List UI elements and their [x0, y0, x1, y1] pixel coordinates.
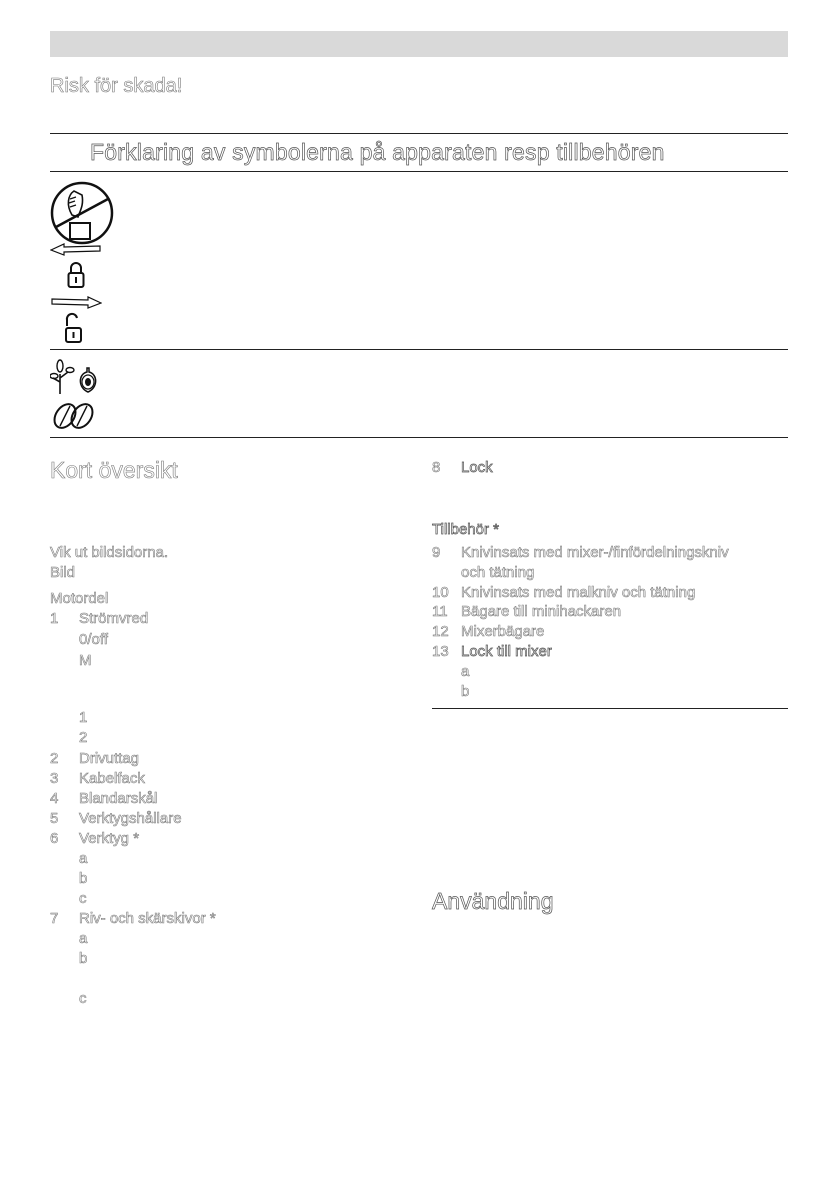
item-label: Bägare till minihackaren	[461, 603, 622, 620]
item-number: 3	[50, 770, 59, 787]
item-label: Mixerbägare	[461, 623, 545, 640]
herbs-onion-icon	[50, 358, 102, 396]
lock-closed-icon	[67, 261, 85, 289]
item-number: 9	[432, 544, 441, 561]
item-sub: 1	[79, 709, 88, 726]
item-label: Riv- och skärskivor *	[79, 910, 216, 927]
item-label: Lock till mixer	[461, 643, 552, 660]
item-number: 8	[432, 459, 441, 476]
item-number: 7	[50, 910, 59, 927]
item-number: 6	[50, 830, 59, 847]
item-number: 11	[432, 603, 448, 620]
item-number: 1	[50, 610, 59, 627]
item-label: Drivuttag	[79, 750, 140, 767]
item-label: Verktyg *	[79, 830, 140, 847]
item-sub: b	[461, 683, 470, 700]
no-hand-in-container-icon	[50, 181, 114, 245]
divider	[432, 708, 788, 709]
item-label: Kabelfack	[79, 770, 145, 787]
divider	[50, 133, 788, 134]
arrow-left-icon	[50, 242, 102, 256]
picture-label: Bild	[50, 564, 76, 581]
divider	[50, 437, 788, 438]
divider	[50, 171, 788, 172]
item-label: Strömvred	[79, 610, 149, 627]
accessories-label: Tillbehör *	[432, 521, 499, 538]
item-label: Blandarskål	[79, 790, 158, 807]
divider	[50, 349, 788, 350]
usage-title: Användning	[432, 888, 554, 914]
item-label: Verktygshållare	[79, 810, 182, 827]
arrow-right-icon	[50, 295, 102, 309]
item-sub: c	[79, 890, 87, 907]
item-number: 2	[50, 750, 59, 767]
item-sub: c	[79, 990, 87, 1007]
item-label: och tätning	[461, 564, 535, 581]
warning-title: Risk för skada!	[50, 75, 183, 97]
item-number: 5	[50, 810, 59, 827]
item-label: Lock	[461, 459, 493, 476]
intro-text: Vik ut bildsidorna.	[50, 544, 169, 561]
item-sub: a	[79, 930, 88, 947]
item-sub: b	[79, 870, 88, 887]
item-label: Knivinsats med malkniv och tätning	[461, 584, 696, 601]
header-bar	[50, 31, 788, 57]
item-number: 10	[432, 584, 449, 601]
item-number: 13	[432, 643, 449, 660]
item-sub: M	[79, 652, 92, 669]
coffee-beans-icon	[52, 402, 96, 430]
item-number: 4	[50, 790, 59, 807]
item-label: Knivinsats med mixer-/finfördelningskniv	[461, 544, 729, 561]
item-sub: 0/off	[79, 631, 108, 648]
item-sub: a	[461, 663, 470, 680]
item-sub: b	[79, 950, 88, 967]
symbols-section-title: Förklaring av symbolerna på apparaten resp tillbehören	[90, 139, 665, 165]
overview-title: Kort översikt	[50, 457, 178, 483]
lock-open-icon	[63, 312, 85, 344]
item-sub: 2	[79, 729, 88, 746]
item-sub: a	[79, 850, 88, 867]
item-number: 12	[432, 623, 449, 640]
motor-label: Motordel	[50, 590, 109, 607]
